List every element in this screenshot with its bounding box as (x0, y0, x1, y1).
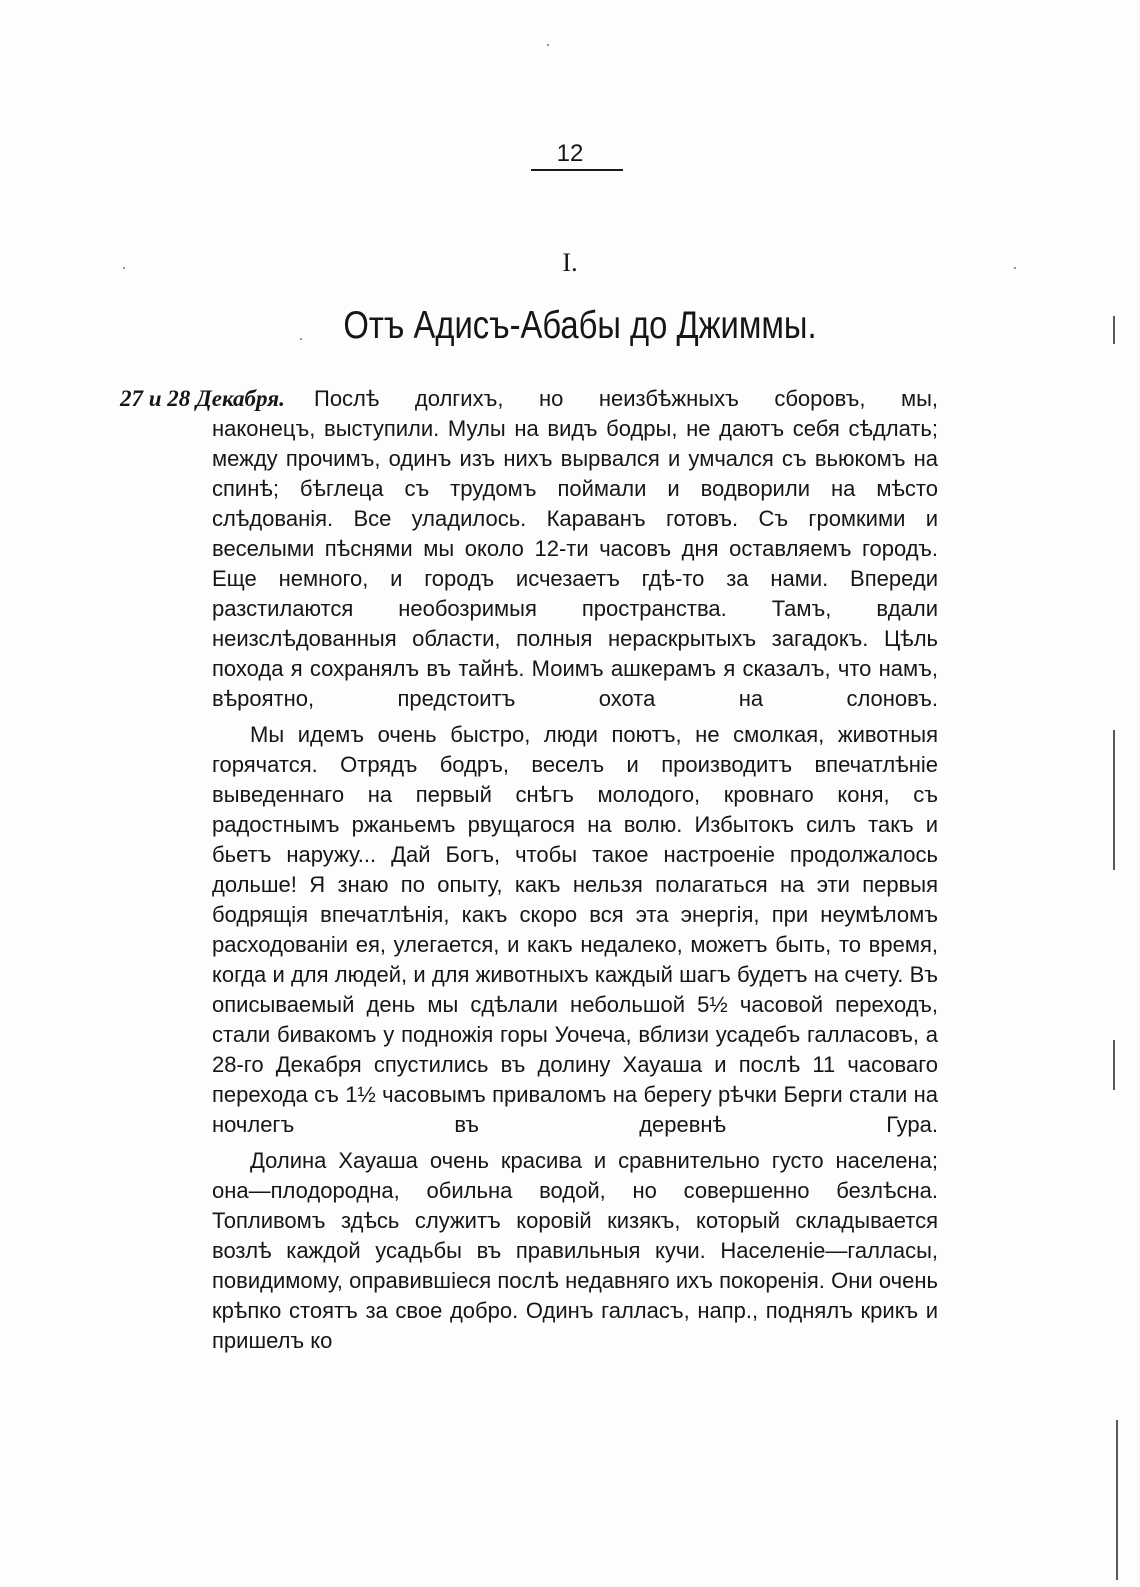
paragraph-3: Долина Хауаша очень красива и сравнительно густо населена; она—плодородна, обильна водой, но совершенно безлѣсна. Топливомъ здѣсь служитъ коровій кизякъ, который складывается возлѣ каждой усадьбы въ правильныя кучи. Населеніе—галласы, повидимому, оправившіеся послѣ недавняго ихъ покоренія. Они очень крѣпко стоятъ за свое добро. Одинъ галласъ, напр., поднялъ крикъ и пришелъ ко (212, 1148, 938, 1353)
scan-edge-mark (1113, 730, 1115, 870)
scan-speck (547, 44, 549, 46)
scan-speck (300, 338, 302, 340)
chapter-title: Отъ Адисъ-Абабы до Джиммы. (343, 304, 817, 347)
paragraph-2: Мы идемъ очень быстро, люди поютъ, не смолкая, животныя горячатся. Отрядъ бодръ, веселъ и производитъ впечатлѣніе выведеннаго на первый снѣгъ молодого, кровнаго коня, съ радостнымъ ржаньемъ рвущагося на волю. Избытокъ силъ такъ и бьетъ наружу... Дай Богъ, чтобы такое настроеніе продолжалось дольше! Я знаю по опыту, какъ нельзя полагаться на эти первыя бодрящія впечатлѣнія, какъ скоро вся эта энергія, при неумѣломъ расходованіи ея, улегается, и какъ недалеко, можетъ быть, то время, когда и для людей, и для животныхъ каждый шагъ будетъ на счету. Въ описываемый день мы сдѣлали небольшой 5½ часовой переходъ, стали бивакомъ у подножія горы Уочеча, вблизи усадебъ галласовъ, а 28-го Декабря спустились въ долину Хауаша и послѣ 11 часоваго перехода съ 1½ часовымъ приваломъ на берегу рѣчки Берги стали на ночлегъ въ деревнѣ Гура. (212, 722, 938, 1137)
scan-edge-mark (1113, 316, 1115, 344)
scan-edge-mark (1116, 1420, 1118, 1580)
page-number-rule (531, 169, 623, 171)
paragraph-1: наконецъ, выступили. Мулы на видъ бодры, не даютъ себя сѣдлать; между прочимъ, одинъ изъ нихъ вырвался и умчался съ вьюкомъ на спинѣ; бѣглеца съ трудомъ поймали и водворили на мѣсто слѣдованія. Все уладилось. Караванъ готовъ. Съ громкими и веселыми пѣснями мы около 12-ти часовъ дня оставляемъ городъ. Еще немного, и городъ исчезаетъ гдѣ-то за нами. Впереди разстилаются необозримыя пространства. Тамъ, вдали неизслѣдованныя области, полныя нераскрытыхъ загадокъ. Цѣль похода я сохранялъ въ тайнѣ. Моимъ ашкерамъ я сказалъ, что намъ, вѣроятно, предстоитъ охота на слоновъ. (212, 416, 938, 711)
scan-speck (1014, 267, 1016, 269)
chapter-number: I. (562, 248, 578, 277)
paragraph-1-first-line: Послѣ долгихъ, но неизбѣжныхъ сборовъ, мы, (314, 386, 938, 411)
page-number: 12 (556, 140, 584, 167)
scan-edge-mark (1113, 1040, 1115, 1090)
entry-date: 27 и 28 Декабря. (120, 386, 285, 411)
scan-speck (123, 267, 125, 269)
body-text (212, 384, 938, 1356)
